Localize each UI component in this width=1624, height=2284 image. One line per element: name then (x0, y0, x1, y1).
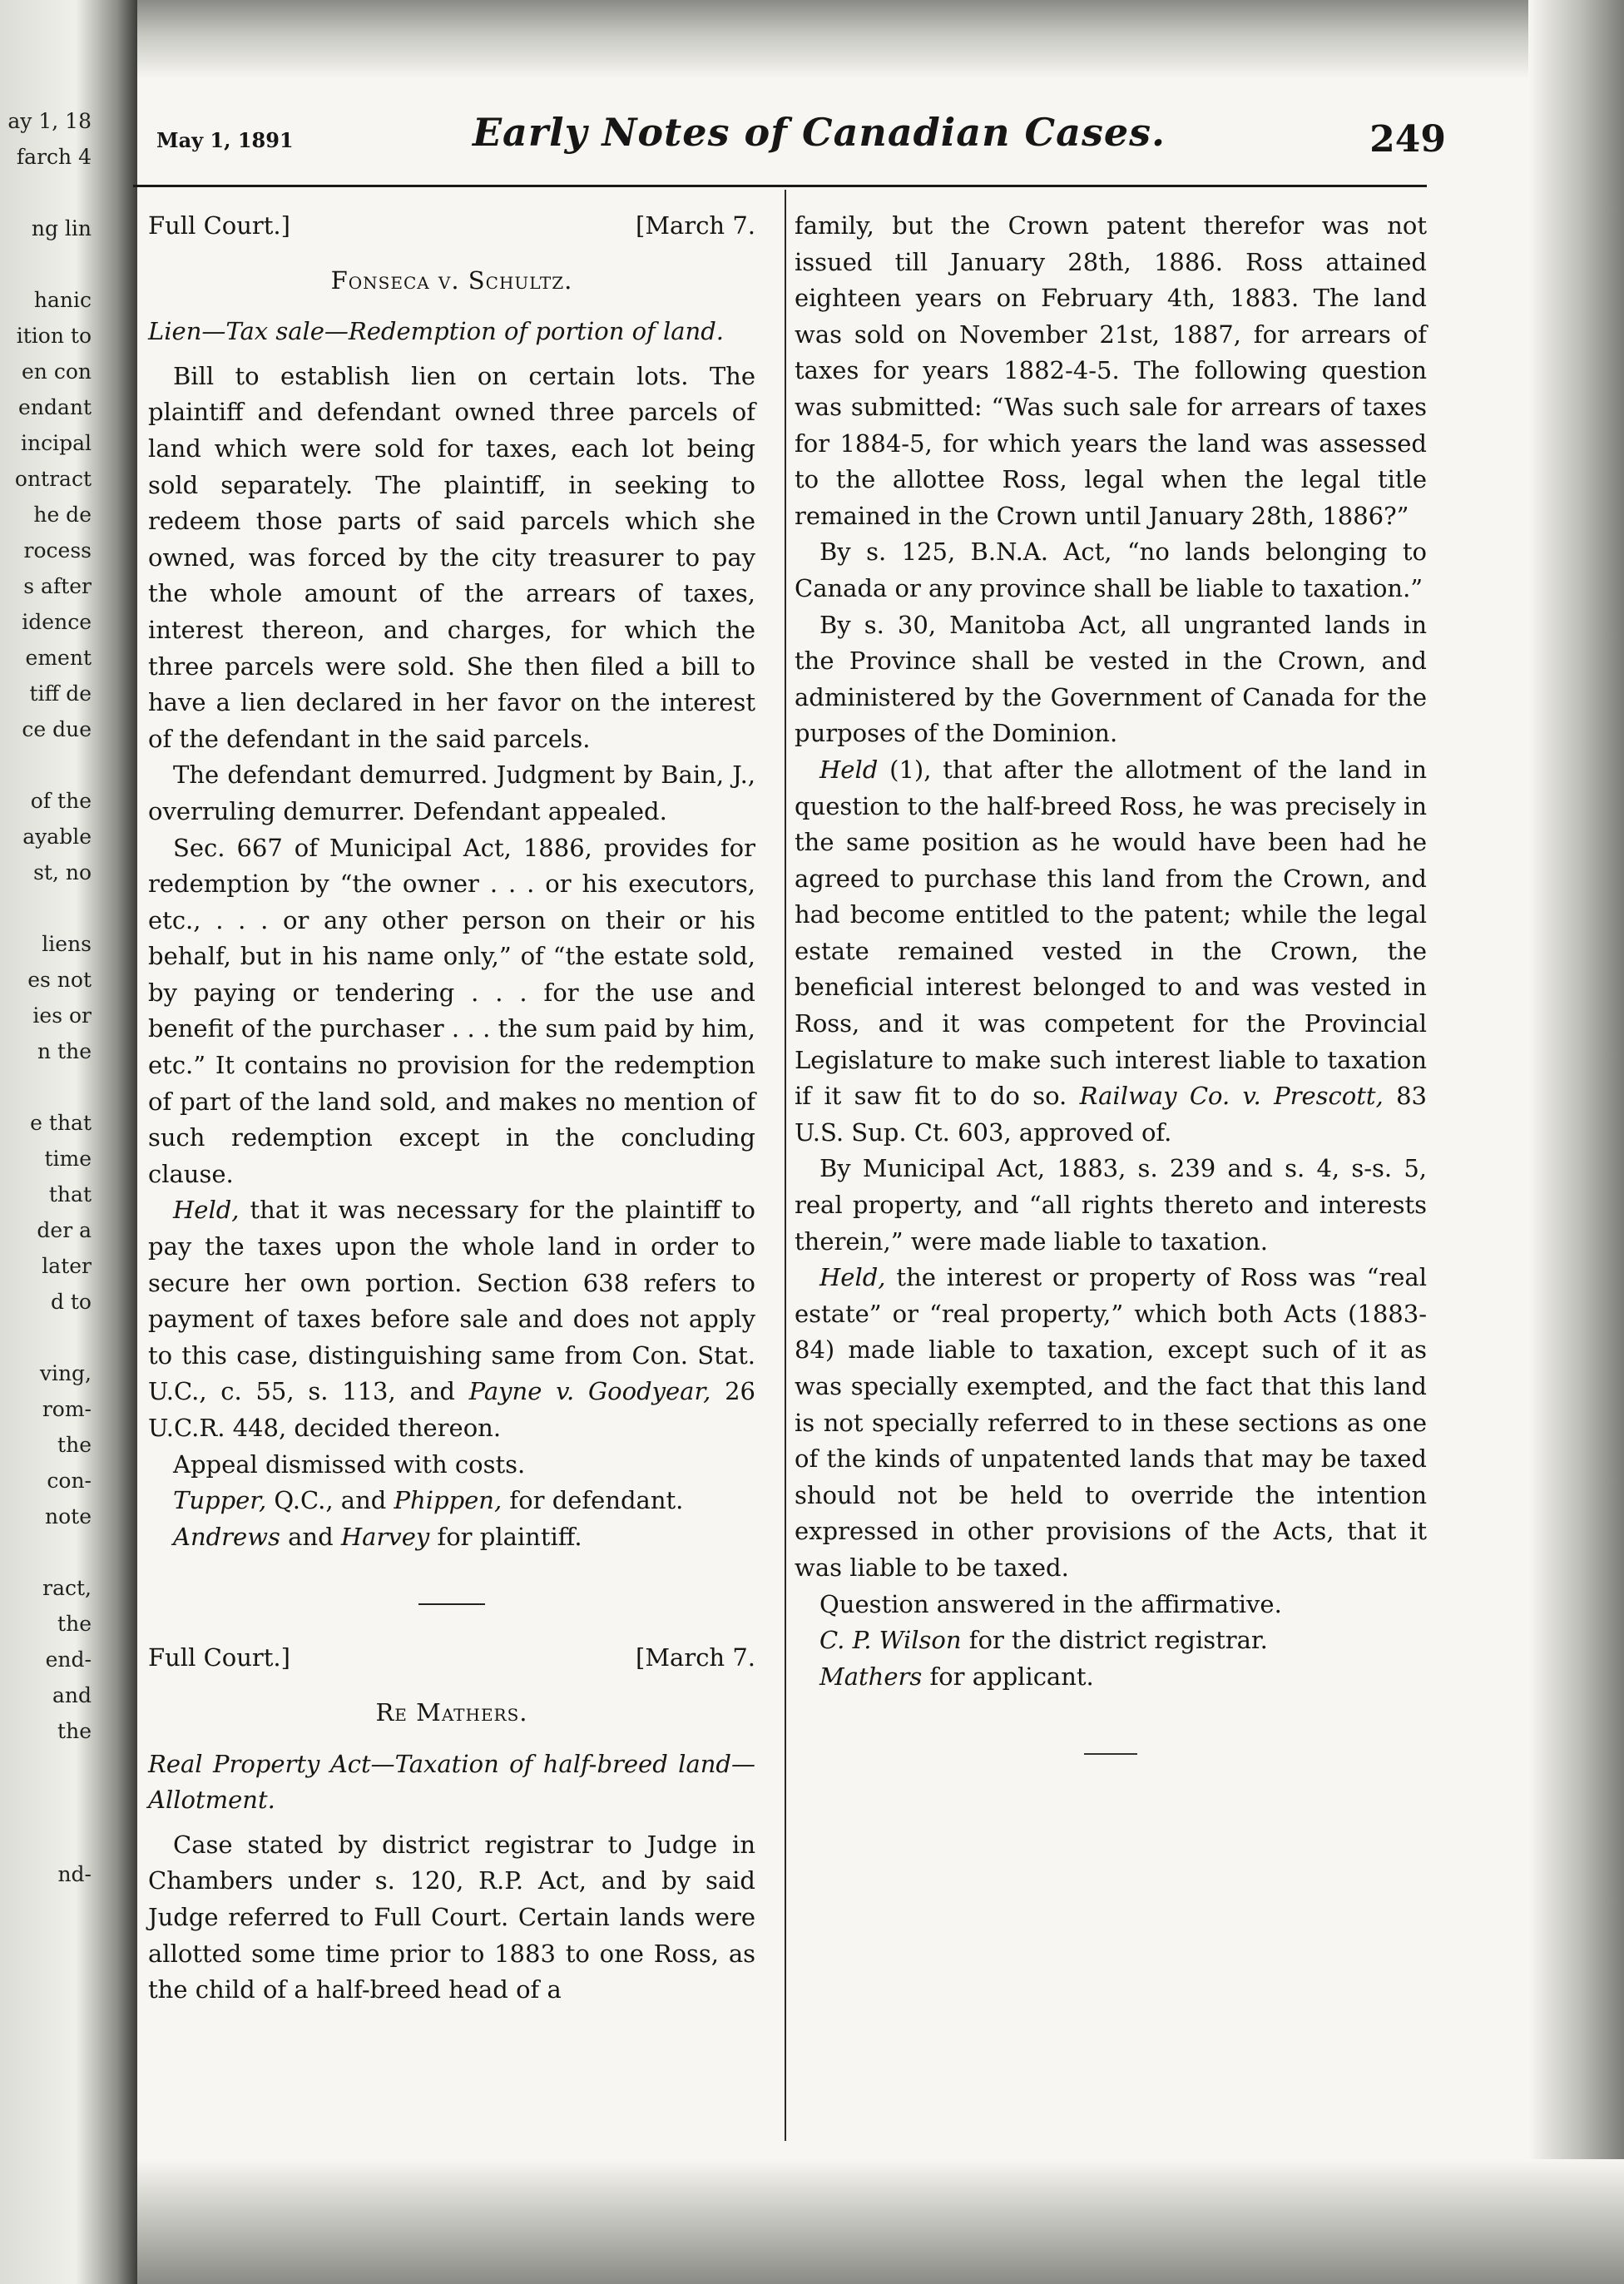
gutter-fragment: idence (22, 610, 92, 634)
page-edge-top (0, 0, 1624, 79)
held-text: (1), that after the allotment of the land in question to the half-breed Ross, he was precisely in the same position as he would have been had he agreed to purchase this land from the Crown, and had become entitled to the patent; while the legal estate remained vested in the Crown, the beneficial interest belonged to and was vested in Ross, and it was competent for the Provincial Legislature to make such interest liable to taxation if it saw fit to do so. (795, 755, 1427, 1111)
gutter-fragment: es not (27, 968, 92, 992)
case-separator (418, 1603, 485, 1605)
facing-page-gutter (0, 0, 137, 2284)
gutter-fragment: note (45, 1504, 92, 1528)
gutter-fragment: ontract (14, 467, 92, 491)
counsel-text: and (280, 1522, 341, 1551)
gutter-fragment: liens (42, 932, 92, 956)
case2-answer: Question answered in the affirmative. (819, 1589, 1282, 1618)
case1-counsel-plaintiff (148, 1519, 755, 1556)
case2-headnote: Real Property Act—Taxation of half-breed land—Allotment. (148, 1749, 755, 1815)
gutter-fragment: rom- (42, 1397, 92, 1421)
gutter-fragment: ract, (42, 1576, 92, 1600)
case2-paragraph-start: Case stated by district registrar to Judge in Chambers under s. 120, R.P. Act, and by said Judge referred to Full Court. Certain lands were allotted some time prior to 1883 to one Ross, as the child of a half-breed head of a (148, 1830, 755, 2004)
gutter-fragment: end- (45, 1647, 92, 1672)
gutter-fragment: tiff de (29, 681, 92, 706)
case2-paragraph: By s. 125, B.N.A. Act, “no lands belonging to Canada or any province shall be liable to taxation.” (795, 538, 1427, 602)
held-citation: Railway Co. v. Prescott, (1079, 1082, 1384, 1111)
gutter-fragment: ition to (16, 324, 92, 348)
case1-title: Fonseca v. Schultz. (330, 265, 573, 295)
case1-held (148, 1192, 755, 1446)
gutter-fragment: nd- (57, 1862, 92, 1886)
counsel-name: C. P. Wilson (819, 1626, 962, 1655)
case2-held-2 (795, 1260, 1427, 1586)
header-title: Early Notes of Canadian Cases. (473, 110, 1166, 155)
gutter-fragment: farch 4 (16, 145, 92, 169)
gutter-fragment: the (57, 1612, 92, 1636)
held-label: Held, (819, 1263, 886, 1292)
page-edge-bottom (0, 2159, 1624, 2284)
gutter-fragment: ement (25, 646, 92, 670)
gutter-fragment: incipal (21, 431, 92, 455)
gutter-fragment: rocess (23, 538, 92, 562)
case2-paragraph-continued: family, but the Crown patent therefor was not issued till January 28th, 1886. Ross attained eighteen years on February 4th, 1883. The land was sold on November 21st, 1887, for arrears of taxes for years 1882-4-5. The following question was submitted: “Was such sale for arrears of taxes for 1884-5, for which years the land was assessed to the allottee Ross, legal when the legal title remained in the Crown until January 28th, 1886?” (795, 211, 1427, 530)
counsel-name: Andrews (173, 1522, 280, 1551)
case1-headnote: Lien—Tax sale—Redemption of portion of land. (148, 317, 725, 346)
held-label: Held, (173, 1196, 240, 1225)
gutter-fragment: hanic (33, 288, 92, 312)
counsel-text: for applicant. (922, 1662, 1094, 1691)
page-number: 249 (1369, 118, 1446, 161)
gutter-fragment: s after (23, 574, 92, 598)
counsel-name: Harvey (340, 1522, 430, 1551)
gutter-fragment: ce due (22, 717, 92, 741)
gutter-fragment: that (48, 1182, 92, 1206)
header-rule (133, 185, 1427, 187)
case2-paragraph: By Municipal Act, 1883, s. 239 and s. 4, s-s. 5, real property, and “all rights thereto and interests therein,” were made liable to taxation. (795, 1154, 1427, 1256)
held-tail: 83 U.S. Sup. Ct. 603, approved of. (795, 1082, 1427, 1147)
counsel-text: for plaintiff. (429, 1522, 582, 1551)
gutter-fragment: later (42, 1254, 92, 1278)
held-text: the interest or property of Ross was “real estate” or “real property,” which both Acts (1883-84) made liable to taxation, except such of it as was specially exempted, and the fact that this land is not specially referred to in these sections as one of the kinds of unpatented lands that may be taxed should not be held to override the intention expressed in other provisions of the Acts, that it was liable to be taxed. (795, 1263, 1427, 1582)
case1-paragraph: Sec. 667 of Municipal Act, 1886, provides for redemption by “the owner . . . or his executors, etc., . . . or any other person on their or his behalf, but in his name only,” of “the estate sold, by paying or tendering . . . for the use and benefit of the purchaser . . . the sum paid by him, etc.” It contains no provision for the redemption of part of the land sold, and makes no mention of such redemption except in the concluding clause. (148, 833, 755, 1188)
gutter-fragment: time (44, 1147, 92, 1171)
counsel-text: Q.C., and (266, 1486, 394, 1515)
case2-title: Re Mathers. (375, 1697, 528, 1727)
case2-court: Full Court.] (148, 1643, 290, 1672)
counsel-text: for defendant. (502, 1486, 684, 1515)
case2-paragraph: By s. 30, Manitoba Act, all ungranted lands in the Province shall be vested in the Crown, and administered by the Government of Canada for the purposes of the Dominion. (795, 610, 1427, 748)
gutter-fragment: he de (33, 503, 92, 527)
held-tail: 26 U.C.R. 448, decided thereon. (148, 1377, 755, 1442)
gutter-fragment: of the (30, 789, 92, 813)
case1-disposition: Appeal dismissed with costs. (173, 1449, 526, 1479)
left-column (148, 208, 755, 2009)
gutter-fragment: ay 1, 18 (7, 109, 92, 133)
case2-court-line (148, 1640, 755, 1677)
case1-court: Full Court.] (148, 211, 290, 240)
gutter-fragment: the (57, 1433, 92, 1457)
gutter-fragment: d to (50, 1290, 92, 1314)
case2-held-1 (795, 752, 1427, 1152)
gutter-fragment: endant (18, 395, 92, 419)
case1-paragraph: Bill to establish lien on certain lots. The plaintiff and defendant owned three parcels of land which were sold for taxes, each lot being sold separately. The plaintiff, in seeking to redeem those parts of said parcels which she owned, was forced by the city treasurer to pay the whole amount of the arrears of taxes, interest thereon, and charges, for which the three parcels were sold. She then filed a bill to have a lien declared in her favor on the interest of the defendant in the said parcels. (148, 361, 755, 753)
case1-date: [March 7. (636, 211, 755, 240)
gutter-fragment: n the (37, 1039, 92, 1063)
gutter-fragment: the (57, 1719, 92, 1743)
case1-court-line (148, 208, 755, 245)
page-edge-right (1528, 0, 1624, 2284)
held-label: Held (819, 755, 879, 784)
gutter-fragment: st, no (33, 860, 92, 884)
case2-counsel-applicant (795, 1659, 1427, 1696)
held-citation: Payne v. Goodyear, (468, 1377, 711, 1406)
counsel-name: Phippen, (394, 1486, 503, 1515)
case2-date: [March 7. (636, 1643, 755, 1672)
end-separator (1084, 1753, 1137, 1755)
gutter-fragment: ng lin (31, 216, 92, 240)
gutter-fragment: der a (37, 1218, 92, 1242)
counsel-name: Mathers (819, 1662, 923, 1691)
gutter-fragment: en con (22, 359, 92, 384)
gutter-fragment: ies or (32, 1003, 92, 1028)
header-date: May 1, 1891 (156, 128, 294, 152)
held-text: that it was necessary for the plaintiff to pay the taxes upon the whole land in order to secure her own portion. Section 638 refers to payment of taxes before sale and does not apply to this case, distinguishing same from Con. Stat. U.C., c. 55, s. 113, and (148, 1196, 755, 1406)
case1-paragraph: The defendant demurred. Judgment by Bain, J., overruling demurrer. Defendant appealed. (148, 761, 755, 825)
gutter-fragment: con- (47, 1469, 92, 1493)
column-rule (785, 190, 786, 2141)
counsel-text: for the district registrar. (961, 1626, 1268, 1655)
gutter-fragment: ving, (39, 1361, 92, 1385)
right-column (795, 208, 1427, 1755)
running-head (148, 110, 1446, 168)
case1-counsel-defendant (148, 1483, 755, 1519)
gutter-fragment: and (52, 1683, 92, 1707)
gutter-fragment: ayable (22, 825, 92, 849)
counsel-name: Tupper, (173, 1486, 267, 1515)
gutter-fragment: e that (30, 1111, 92, 1135)
case2-counsel-registrar (795, 1623, 1427, 1659)
